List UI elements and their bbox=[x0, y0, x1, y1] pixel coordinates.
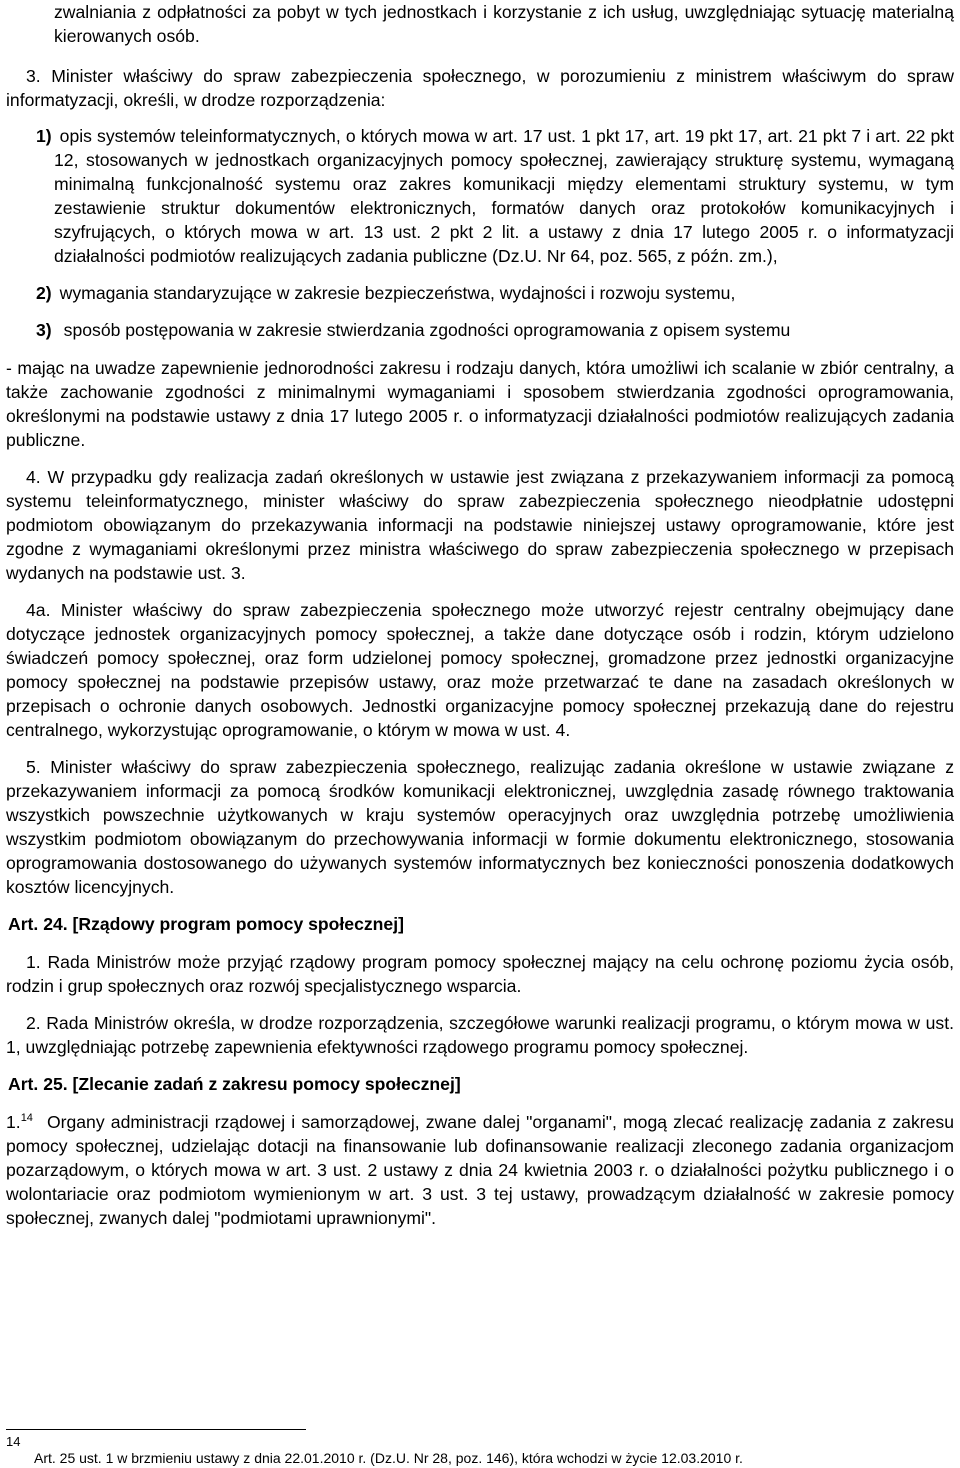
list-text: wymagania standaryzujące w zakresie bezpieczeństwa, wydajności i rozwoju systemu, bbox=[59, 283, 736, 303]
paragraph-4a: 4a. Minister właściwy do spraw zabezpieczenia społecznego może utworzyć rejestr centralny obejmujący dane dotyczące jednostek organizacyjnych pomocy społecznej, a także dane dotyczące osób i rodzin, którym udzielono świadczeń pomocy społecznej, oraz form udzielonej pomocy społecznej, gromadzone przez jednostki organizacyjne pomocy społecznej na podstawie przepisów ustawy, oraz może przetwarzać te dane na zasadach określonych w przepisach o ochronie danych osobowych. Jednostki organizacyjne pomocy społecznej przekazują dane do rejestru centralnego, wykorzystując oprogramowanie, o którym w mowa w ust. 4. bbox=[6, 600, 954, 740]
list-item-1 bbox=[6, 124, 954, 268]
paragraph-3-tail: - mając na uwadze zapewnienie jednorodności zakresu i rodzaju danych, która umożliwi ich scalanie w zbiór centralny, a także zachowanie zgodności z minimalnymi wymaganiami i sposobem stwierdzania zgodności oprogramowania, określonymi na podstawie ustawy z dnia 17 lutego 2005 r. o informatyzacji działalności podmiotów realizujących zadania publiczne. bbox=[6, 358, 954, 450]
article-24-heading: Art. 24. [Rządowy program pomocy społecznej] bbox=[8, 914, 404, 934]
list-text: opis systemów teleinformatycznych, o których mowa w art. 17 ust. 1 pkt 17, art. 19 pkt 17, art. 21 pkt 7 i art. 22 pkt 12, stosowanych w jednostkach organizacyjnych pomocy społecznej, zawierający strukturę systemu, wymaganą minimalną funkcjonalność systemu oraz zakres komunikacji między elementami struktury systemu, w tym zestawienie struktur dokumentów elektronicznych, formatów danych oraz protokołów komunikacyjnych i szyfrujących, o których mowa w art. 13 ust. 2 pkt 2 lit. a ustawy z dnia 17 lutego 2005 r. o informatyzacji działalności podmiotów realizujących zadania publiczne (Dz.U. Nr 64, poz. 565, z późn. zm.), bbox=[54, 126, 954, 266]
paragraph-3-continuation: zwalniania z odpłatności za pobyt w tych jednostkach i korzystanie z ich usług, uwzględniając sytuację materialną kierowanych osób. bbox=[54, 2, 954, 46]
footnote-reference: 14 bbox=[20, 1112, 33, 1124]
document-page bbox=[6, 0, 954, 1230]
list-item-3 bbox=[6, 318, 954, 342]
list-text: sposób postępowania w zakresie stwierdzania zgodności oprogramowania z opisem systemu bbox=[63, 320, 791, 340]
article-24-paragraph-1: 1. Rada Ministrów może przyjąć rządowy program pomocy społecznej mający na celu ochronę poziomu życia osób, rodzin i grup społecznych oraz rozwój specjalistycznego wsparcia. bbox=[6, 952, 954, 996]
list-item-2 bbox=[6, 281, 954, 305]
footnote-separator bbox=[6, 1429, 306, 1430]
paragraph-5: 5. Minister właściwy do spraw zabezpieczenia społecznego, realizując zadania określone w ustawie związane z przekazywaniem informacji za pomocą środków komunikacji elektronicznej, uwzględnia zasadę równego traktowania wszystkich powszechnie użytkowanych w kraju systemów operacyjnych oraz uwzględnia potrzebę umożliwienia wszystkim podmiotom obowiązanym do przechowywania informacji w formie dokumentu elektronicznego, stosowania oprogramowania dostosowanego do używanych systemów informatycznych bez konieczności ponoszenia dodatkowych kosztów licencyjnych. bbox=[6, 757, 954, 897]
article-25-heading: Art. 25. [Zlecanie zadań z zakresu pomocy społecznej] bbox=[8, 1074, 461, 1094]
list-number: 2) bbox=[36, 283, 52, 303]
paragraph-4: 4. W przypadku gdy realizacja zadań określonych w ustawie jest związana z przekazywaniem informacji za pomocą systemu teleinformatycznego, minister właściwy do spraw zabezpieczenia społecznego nieodpłatnie udostępni podmiotom obowiązanym do przekazywania informacji na podstawie niniejszej ustawy oprogramowanie, które jest zgodne z wymaganiami określonymi przez ministra właściwego do spraw zabezpieczenia społecznego w przepisach wydanych na podstawie ust. 3. bbox=[6, 467, 954, 583]
list-number: 1) bbox=[36, 126, 52, 146]
list-number: 3) bbox=[36, 320, 52, 340]
paragraph-number: 1. bbox=[6, 1112, 21, 1132]
paragraph-text: Organy administracji rządowej i samorządowej, zwane dalej "organami", mogą zlecać realizację zadania z zakresu pomocy społecznej, udzielając dotacji na finansowanie lub dofinansowanie realizacji zleconego zadania organizacjom pozarządowym, o których mowa w art. 3 ust. 2 ustawy z dnia 24 kwietnia 2003 r. o działalności pożytku publicznego i o wolontariacie oraz podmiotom wymienionym w art. 3 ust. 3 tej ustawy, prowadzącym działalność w zakresie pomocy społecznej, zwanych dalej "podmiotami uprawnionymi". bbox=[6, 1112, 954, 1228]
paragraph-3: 3. Minister właściwy do spraw zabezpieczenia społecznego, w porozumieniu z ministrem właściwym do spraw informatyzacji, określi, w drodze rozporządzenia: bbox=[6, 66, 954, 110]
footnote-mark: 14 bbox=[6, 1434, 21, 1449]
article-25-paragraph-1 bbox=[6, 1110, 954, 1230]
footnote-text: Art. 25 ust. 1 w brzmieniu ustawy z dnia 22.01.2010 r. (Dz.U. Nr 28, poz. 146), która wchodzi w życie 12.03.2010 r. bbox=[34, 1450, 743, 1466]
article-24-paragraph-2: 2. Rada Ministrów określa, w drodze rozporządzenia, szczegółowe warunki realizacji programu, o którym mowa w ust. 1, uwzględniając potrzebę zapewnienia efektywności rządowego programu pomocy społecznej. bbox=[6, 1013, 954, 1057]
